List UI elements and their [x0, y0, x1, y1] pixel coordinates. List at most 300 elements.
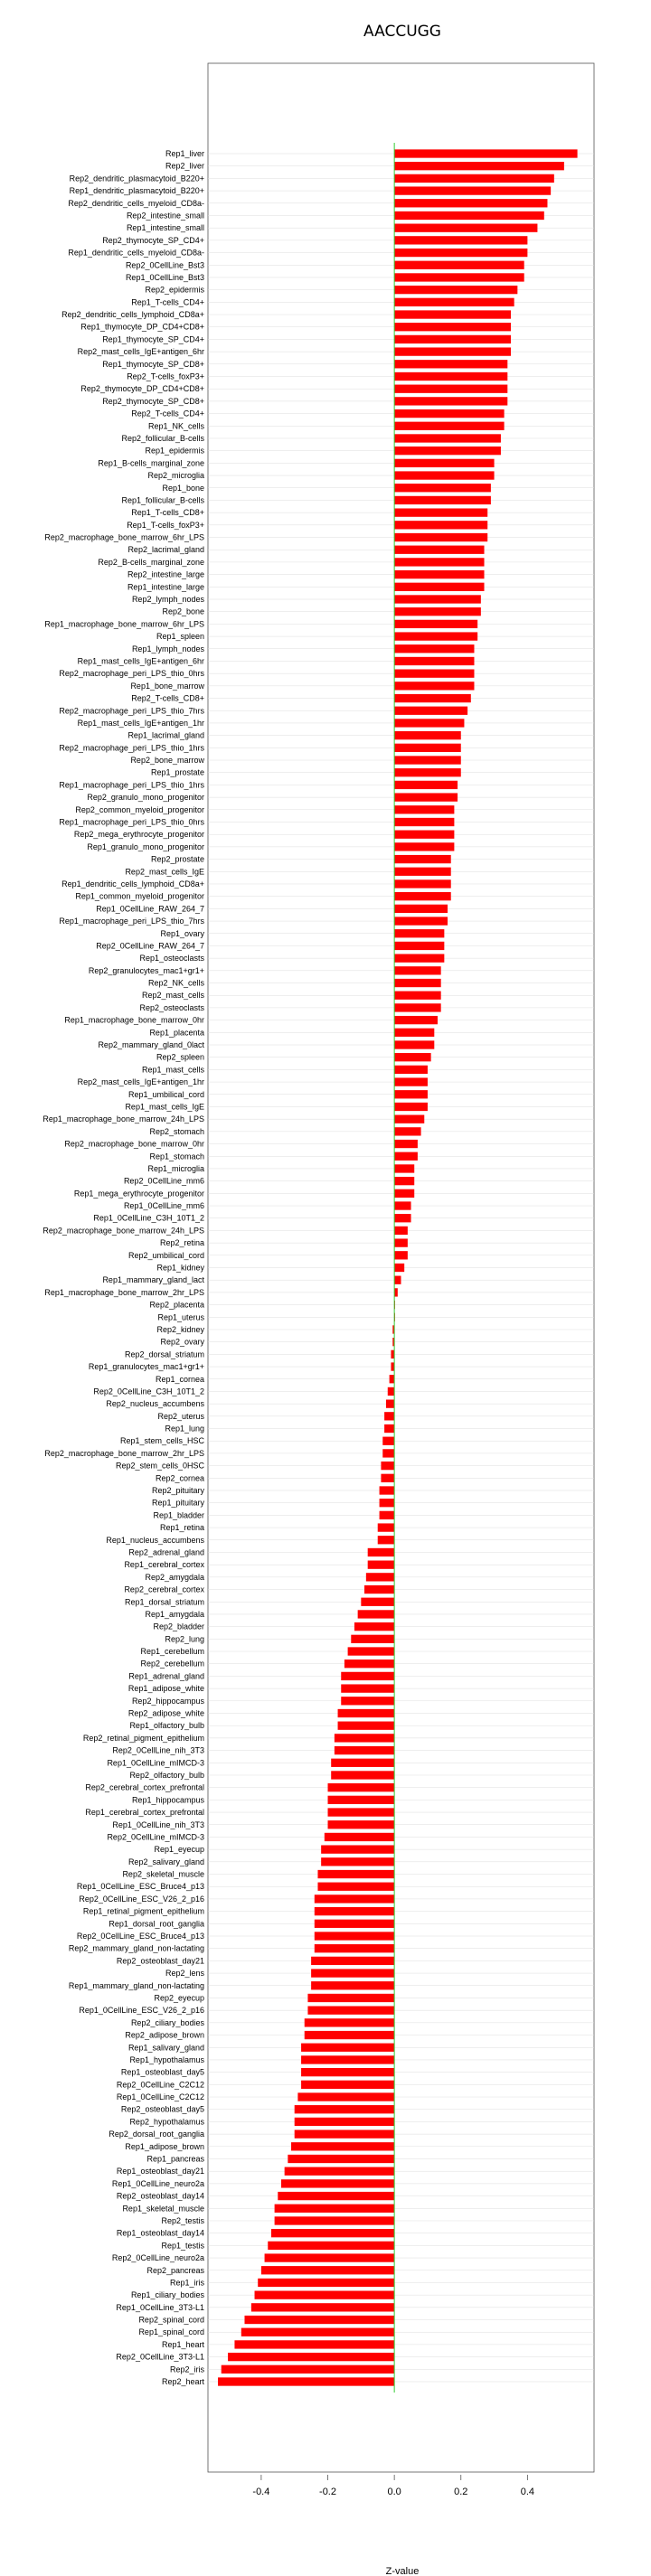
- bar: [341, 1697, 394, 1705]
- category-label: Rep2_adrenal_gland: [128, 1547, 204, 1557]
- category-label: Rep1_pancreas: [146, 2154, 204, 2164]
- bar: [295, 2129, 394, 2138]
- category-label: Rep2_0CellLine_mIMCD-3: [107, 1832, 204, 1842]
- category-label: Rep2_pituitary: [151, 1486, 204, 1495]
- bar: [394, 1053, 430, 1061]
- bar: [394, 670, 474, 678]
- category-label: Rep1_macrophage_peri_LPS_thio_1hrs: [59, 780, 204, 790]
- category-label: Rep1_mammary_gland_non-lactating: [68, 1980, 204, 1990]
- category-label: Rep2_cerebral_cortex: [124, 1584, 204, 1594]
- bar: [394, 855, 451, 863]
- category-label: Rep1_ovary: [160, 928, 204, 938]
- bar: [394, 694, 471, 702]
- category-label: Rep1_hippocampus: [131, 1795, 204, 1805]
- category-label: Rep1_lymph_nodes: [131, 644, 204, 653]
- category-label: Rep1_spinal_cord: [138, 2327, 204, 2337]
- category-label: Rep1_0CellLine_ESC_V26_2_p16: [79, 2006, 204, 2016]
- category-label: Rep2_B-cells_marginal_zone: [98, 557, 204, 567]
- category-label: Rep2_cerebellum: [140, 1659, 204, 1669]
- category-label: Rep1_heart: [161, 2339, 204, 2349]
- category-label: Rep2_retinal_pigment_epithelium: [82, 1733, 204, 1743]
- category-label: Rep2_amygdala: [145, 1572, 204, 1582]
- category-label: Rep1_adipose_brown: [125, 2141, 204, 2151]
- category-label: Rep1_thymocyte_SP_CD8+: [102, 359, 204, 369]
- bar: [394, 1189, 414, 1198]
- bar: [311, 1957, 394, 1965]
- bar: [394, 347, 511, 355]
- bar: [394, 249, 527, 257]
- bar: [394, 409, 504, 418]
- bar: [394, 372, 507, 381]
- bar: [394, 459, 494, 467]
- bar: [394, 966, 441, 974]
- category-label: Rep2_dendritic_cells_myeloid_CD8a-: [68, 198, 204, 208]
- category-label: Rep2_lacrimal_gland: [127, 545, 204, 555]
- bar: [394, 484, 491, 492]
- bar: [394, 1090, 428, 1098]
- bar: [394, 1127, 420, 1135]
- bar: [315, 1932, 394, 1940]
- category-label: Rep1_skeletal_muscle: [122, 2204, 204, 2214]
- category-label: Rep2_microglia: [147, 471, 204, 481]
- category-label: Rep1_cerebellum: [140, 1647, 204, 1657]
- bar: [394, 385, 507, 393]
- bar: [394, 1264, 404, 1272]
- bar: [394, 868, 451, 876]
- category-label: Rep1_osteoclasts: [139, 954, 204, 964]
- bar: [305, 2031, 394, 2039]
- category-label: Rep2_0CellLine_RAW_264_7: [96, 941, 204, 951]
- x-tick-label: -0.4: [252, 2487, 270, 2497]
- category-label: Rep2_ciliary_bodies: [130, 2017, 204, 2027]
- category-label: Rep2_spleen: [156, 1052, 204, 1062]
- category-label: Rep2_granulocytes_mac1+gr1+: [88, 965, 204, 975]
- bar: [341, 1672, 394, 1680]
- category-label: Rep1_T-cells_foxP3+: [127, 520, 204, 530]
- bar: [325, 1833, 394, 1841]
- category-label: Rep2_dorsal_striatum: [124, 1349, 204, 1359]
- category-label: Rep2_intestine_large: [127, 569, 204, 579]
- category-label: Rep2_macrophage_peri_LPS_thio_1hrs: [59, 743, 204, 753]
- bar: [317, 1883, 394, 1891]
- category-label: Rep1_dorsal_root_ganglia: [108, 1919, 204, 1929]
- bar: [394, 212, 544, 220]
- bar: [394, 1152, 418, 1161]
- category-label: Rep1_granulocytes_mac1+gr1+: [88, 1362, 204, 1372]
- bar: [301, 2055, 394, 2064]
- bar: [394, 199, 547, 207]
- category-label: Rep2_bladder: [153, 1622, 204, 1631]
- category-label: Rep1_retina: [159, 1523, 204, 1533]
- category-label: Rep2_mega_erythrocyte_progenitor: [73, 830, 204, 840]
- category-label: Rep2_osteoclasts: [139, 1002, 204, 1012]
- category-label: Rep2_0CellLine_Bst3: [125, 260, 204, 270]
- bar: [394, 768, 461, 776]
- category-label: Rep2_0CellLine_neuro2a: [111, 2253, 204, 2263]
- bar: [222, 2365, 394, 2374]
- category-label: Rep1_0CellLine_ESC_Bruce4_p13: [76, 1882, 204, 1892]
- bar: [258, 2279, 394, 2287]
- bar: [301, 2068, 394, 2076]
- x-tick-label: 0.0: [387, 2487, 401, 2497]
- category-label: Rep2_0CellLine_mm6: [123, 1176, 204, 1186]
- bar: [394, 298, 514, 306]
- category-label: Rep2_T-cells_CD4+: [131, 409, 204, 418]
- bar: [394, 360, 507, 368]
- category-label: Rep1_mega_erythrocyte_progenitor: [73, 1189, 204, 1199]
- bar: [394, 1140, 418, 1148]
- bar: [394, 149, 577, 157]
- bar: [378, 1536, 394, 1544]
- category-label: Rep2_adipose_white: [127, 1708, 204, 1718]
- bar: [394, 1288, 398, 1296]
- bar: [315, 1920, 394, 1928]
- bar: [394, 1177, 414, 1185]
- category-label: Rep1_dorsal_striatum: [124, 1597, 204, 1607]
- bar: [394, 805, 454, 813]
- bar: [394, 818, 454, 826]
- bar: [394, 607, 481, 616]
- bar: [301, 2044, 394, 2052]
- category-label: Rep1_osteoblast_day5: [120, 2067, 204, 2077]
- category-label: Rep2_nucleus_accumbens: [106, 1399, 204, 1409]
- category-label: Rep2_mast_cells_IgE+antigen_1hr: [77, 1077, 204, 1087]
- bar: [331, 1771, 394, 1779]
- bar: [321, 1857, 394, 1866]
- category-label: Rep2_osteoblast_day5: [120, 2104, 204, 2114]
- category-label: Rep2_ovary: [160, 1337, 204, 1347]
- category-label: Rep1_follicular_B-cells: [121, 495, 204, 505]
- category-label: Rep1_macrophage_peri_LPS_thio_0hrs: [59, 817, 204, 827]
- category-label: Rep2_lung: [165, 1634, 204, 1644]
- bar: [218, 2377, 394, 2385]
- category-label: Rep1_olfactory_bulb: [129, 1721, 204, 1731]
- category-label: Rep1_testis: [161, 2241, 204, 2251]
- bar: [275, 2216, 395, 2224]
- category-label: Rep1_0CellLine_neuro2a: [111, 2178, 204, 2188]
- category-label: Rep1_iris: [169, 2278, 204, 2288]
- category-label: Rep1_lacrimal_gland: [127, 730, 204, 740]
- category-label: Rep2_macrophage_bone_marrow_6hr_LPS: [44, 532, 204, 542]
- bar: [394, 632, 477, 640]
- category-label: Rep2_bone_marrow: [130, 756, 204, 766]
- bar: [338, 1722, 395, 1730]
- bar: [297, 2092, 394, 2101]
- category-label: Rep1_NK_cells: [147, 421, 204, 431]
- bar: [394, 286, 517, 294]
- bar: [384, 1412, 394, 1420]
- bar: [394, 1201, 410, 1209]
- category-label: Rep2_macrophage_bone_marrow_0hr: [64, 1139, 204, 1149]
- bar: [394, 842, 454, 851]
- category-label: Rep2_osteoblast_day21: [116, 1956, 204, 1966]
- bar: [391, 1362, 394, 1370]
- bar: [241, 2328, 394, 2336]
- bar: [364, 1585, 394, 1594]
- bar: [394, 620, 477, 628]
- category-label: Rep1_umbilical_cord: [127, 1089, 204, 1099]
- bar: [268, 2242, 394, 2250]
- category-label: Rep2_iris: [169, 2364, 204, 2374]
- bar: [394, 781, 458, 789]
- bar: [394, 1003, 441, 1011]
- category-label: Rep2_pancreas: [146, 2265, 204, 2275]
- bar: [394, 236, 527, 244]
- category-label: Rep1_macrophage_bone_marrow_24h_LPS: [42, 1114, 204, 1124]
- category-label: Rep2_lens: [165, 1969, 204, 1979]
- category-label: Rep2_spinal_cord: [138, 2315, 204, 2325]
- category-label: Rep2_eyecup: [154, 1993, 204, 2003]
- bar: [228, 2353, 394, 2361]
- category-label: Rep2_placenta: [149, 1300, 204, 1310]
- category-label: Rep1_common_myeloid_progenitor: [75, 891, 204, 901]
- category-label: Rep1_cerebral_cortex: [124, 1560, 204, 1570]
- category-label: Rep2_epidermis: [145, 285, 204, 295]
- category-label: Rep2_macrophage_peri_LPS_thio_0hrs: [59, 669, 204, 679]
- category-label: Rep1_dendritic_plasmacytoid_B220+: [69, 186, 204, 196]
- bar: [394, 1276, 401, 1284]
- category-label: Rep1_0CellLine_mIMCD-3: [107, 1758, 204, 1768]
- bar: [244, 2316, 394, 2324]
- bar: [382, 1437, 394, 1445]
- category-label: Rep2_0CellLine_nih_3T3: [112, 1745, 204, 1755]
- bar: [394, 570, 484, 578]
- x-tick-label: -0.2: [319, 2487, 337, 2497]
- category-label: Rep1_intestine_small: [126, 223, 204, 233]
- category-label: Rep2_testis: [161, 2215, 204, 2225]
- category-label: Rep1_osteoblast_day14: [116, 2228, 204, 2238]
- category-label: Rep1_adrenal_gland: [128, 1671, 204, 1681]
- category-label: Rep2_thymocyte_DP_CD4+CD8+: [80, 384, 204, 394]
- bar: [381, 1462, 394, 1470]
- category-label: Rep2_skeletal_muscle: [122, 1869, 204, 1879]
- bar: [394, 942, 444, 950]
- category-label: Rep2_intestine_small: [126, 211, 204, 221]
- category-label: Rep2_olfactory_bulb: [129, 1770, 204, 1780]
- bar: [394, 992, 441, 1000]
- category-label: Rep1_osteoblast_day21: [116, 2167, 204, 2176]
- category-label: Rep1_macrophage_bone_marrow_0hr: [64, 1015, 204, 1025]
- category-label: Rep2_liver: [165, 161, 204, 171]
- bar: [394, 422, 504, 430]
- category-label: Rep1_0CellLine_RAW_264_7: [96, 904, 204, 914]
- bar: [394, 508, 487, 516]
- category-label: Rep1_salivary_gland: [127, 2043, 204, 2053]
- category-label: Rep1_retinal_pigment_epithelium: [82, 1906, 204, 1916]
- category-label: Rep1_cornea: [155, 1374, 204, 1384]
- bar: [368, 1548, 394, 1556]
- category-label: Rep2_umbilical_cord: [127, 1250, 204, 1260]
- category-label: Rep1_eyecup: [154, 1845, 204, 1855]
- bar: [394, 546, 484, 554]
- category-label: Rep2_osteoblast_day14: [116, 2191, 204, 2201]
- category-label: Rep1_0CellLine_C2C12: [116, 2092, 204, 2102]
- bar: [394, 162, 564, 170]
- category-label: Rep2_stomach: [149, 1126, 204, 1136]
- category-label: Rep1_bladder: [153, 1510, 204, 1520]
- bar: [394, 793, 458, 801]
- category-label: Rep1_hypothalamus: [129, 2054, 204, 2064]
- bar: [390, 1375, 395, 1383]
- category-label: Rep2_macrophage_peri_LPS_thio_7hrs: [59, 706, 204, 716]
- category-label: Rep1_kidney: [156, 1263, 204, 1273]
- category-label: Rep1_mast_cells: [141, 1065, 204, 1075]
- category-label: Rep1_prostate: [150, 767, 204, 777]
- category-label: Rep1_stomach: [149, 1152, 204, 1161]
- category-label: Rep2_kidney: [156, 1324, 204, 1334]
- category-label: Rep2_mast_cells_IgE: [125, 867, 204, 877]
- category-label: Rep2_0CellLine_C2C12: [116, 2080, 204, 2090]
- bar: [394, 397, 507, 405]
- bar: [382, 1449, 394, 1457]
- category-label: Rep2_thymocyte_SP_CD8+: [102, 396, 204, 406]
- bar: [378, 1523, 394, 1531]
- bar: [351, 1635, 394, 1643]
- bar: [354, 1622, 394, 1631]
- category-label: Rep1_mammary_gland_lact: [102, 1275, 204, 1285]
- category-label: Rep2_mammary_gland_0lact: [98, 1040, 204, 1049]
- bar: [388, 1387, 394, 1396]
- bar: [394, 496, 491, 504]
- category-label: Rep2_macrophage_bone_marrow_2hr_LPS: [44, 1448, 204, 1458]
- bar: [394, 744, 461, 752]
- category-label: Rep1_granulo_mono_progenitor: [87, 841, 204, 851]
- category-label: Rep1_0CellLine_mm6: [123, 1201, 204, 1211]
- category-label: Rep1_dendritic_cells_myeloid_CD8a-: [68, 248, 204, 258]
- category-label: Rep2_0CellLine_C3H_10T1_2: [93, 1387, 204, 1396]
- category-label: Rep2_cerebral_cortex_prefrontal: [85, 1782, 204, 1792]
- category-label: Rep1_mast_cells_IgE+antigen_6hr: [77, 656, 204, 666]
- category-label: Rep2_granulo_mono_progenitor: [87, 793, 204, 803]
- category-label: Rep1_bone: [162, 483, 204, 493]
- category-label: Rep1_B-cells_marginal_zone: [98, 458, 204, 468]
- bar: [394, 583, 484, 591]
- category-label: Rep1_nucleus_accumbens: [106, 1535, 204, 1545]
- bar: [368, 1561, 394, 1569]
- category-label: Rep1_stem_cells_HSC: [119, 1436, 204, 1446]
- category-label: Rep1_0CellLine_C3H_10T1_2: [93, 1213, 204, 1223]
- bar: [394, 471, 494, 479]
- category-label: Rep2_NK_cells: [147, 978, 204, 988]
- category-label: Rep1_ciliary_bodies: [130, 2290, 204, 2300]
- bar: [295, 2118, 394, 2126]
- bar: [255, 2290, 395, 2299]
- bar: [394, 905, 448, 913]
- bar: [394, 929, 444, 937]
- category-label: Rep2_0CellLine_3T3-L1: [116, 2352, 204, 2362]
- bar: [394, 756, 461, 764]
- bar: [311, 1969, 394, 1977]
- bar: [307, 1994, 394, 2002]
- bar: [261, 2266, 394, 2274]
- bar: [315, 1894, 394, 1903]
- category-label: Rep2_hypothalamus: [129, 2117, 204, 2127]
- bar: [335, 1734, 394, 1742]
- bar: [394, 731, 461, 739]
- category-label: Rep1_thymocyte_SP_CD4+: [102, 334, 204, 344]
- category-label: Rep1_macrophage_bone_marrow_2hr_LPS: [44, 1287, 204, 1297]
- x-tick-label: 0.4: [520, 2487, 535, 2497]
- chart-title: AACCUGG: [363, 23, 441, 41]
- bar: [394, 1066, 428, 1074]
- bar: [328, 1820, 395, 1829]
- category-label: Rep1_liver: [165, 149, 204, 158]
- bar: [394, 273, 524, 281]
- category-label: Rep1_bone_marrow: [130, 681, 204, 691]
- category-label: Rep2_bone: [162, 606, 204, 616]
- bar: [381, 1474, 394, 1482]
- category-label: Rep1_mast_cells_IgE+antigen_1hr: [77, 718, 204, 728]
- bar: [366, 1573, 394, 1581]
- bar: [305, 2018, 394, 2026]
- bar: [394, 1227, 408, 1235]
- bar: [394, 1103, 428, 1111]
- category-label: Rep2_mast_cells: [141, 991, 204, 1001]
- category-label: Rep1_dendritic_cells_lymphoid_CD8a+: [61, 879, 204, 888]
- bar: [394, 447, 501, 455]
- category-label: Rep1_uterus: [157, 1312, 204, 1322]
- category-label: Rep1_placenta: [149, 1028, 204, 1038]
- bar: [281, 2179, 394, 2187]
- bar: [394, 682, 474, 690]
- category-label: Rep1_intestine_large: [127, 582, 204, 592]
- bar: [394, 261, 524, 269]
- bar: [380, 1499, 395, 1507]
- bar: [394, 323, 511, 331]
- bar: [394, 1016, 438, 1024]
- bar: [358, 1610, 394, 1618]
- bar: [394, 879, 451, 888]
- bar: [394, 521, 487, 529]
- category-label: Rep1_0CellLine_3T3-L1: [116, 2302, 204, 2312]
- category-label: Rep1_epidermis: [145, 446, 204, 456]
- category-label: Rep2_common_myeloid_progenitor: [75, 804, 204, 814]
- bar: [394, 954, 444, 962]
- category-label: Rep1_pituitary: [151, 1498, 204, 1508]
- bar: [394, 595, 481, 603]
- bar: [391, 1350, 394, 1359]
- bar: [394, 1214, 410, 1222]
- bar: [288, 2155, 394, 2163]
- bar: [315, 1907, 394, 1915]
- category-label: Rep2_lymph_nodes: [131, 595, 204, 604]
- bar: [344, 1659, 394, 1668]
- bar: [394, 174, 554, 183]
- category-label: Rep2_mast_cells_IgE+antigen_6hr: [77, 347, 204, 357]
- bar: [361, 1598, 394, 1606]
- bar: [386, 1399, 394, 1407]
- bar: [394, 831, 454, 839]
- category-label: Rep1_0CellLine_nih_3T3: [112, 1819, 204, 1829]
- bar: [301, 2081, 394, 2089]
- bar: [295, 2105, 394, 2113]
- category-labels: [42, 149, 204, 2386]
- bar: [394, 1115, 424, 1123]
- category-label: Rep2_dendritic_cells_lymphoid_CD8a+: [61, 310, 204, 320]
- bar: [394, 707, 467, 715]
- bar: [278, 2192, 394, 2200]
- category-label: Rep2_retina: [159, 1238, 204, 1248]
- bar: [380, 1486, 395, 1494]
- bar: [394, 533, 487, 541]
- bar: [394, 1164, 414, 1172]
- category-label: Rep1_0CellLine_Bst3: [125, 272, 204, 282]
- bar: [394, 892, 451, 900]
- bar: [275, 2205, 395, 2213]
- category-label: Rep1_thymocyte_DP_CD4+CD8+: [80, 322, 204, 332]
- bar: [394, 1077, 428, 1086]
- category-label: Rep2_salivary_gland: [127, 1857, 204, 1866]
